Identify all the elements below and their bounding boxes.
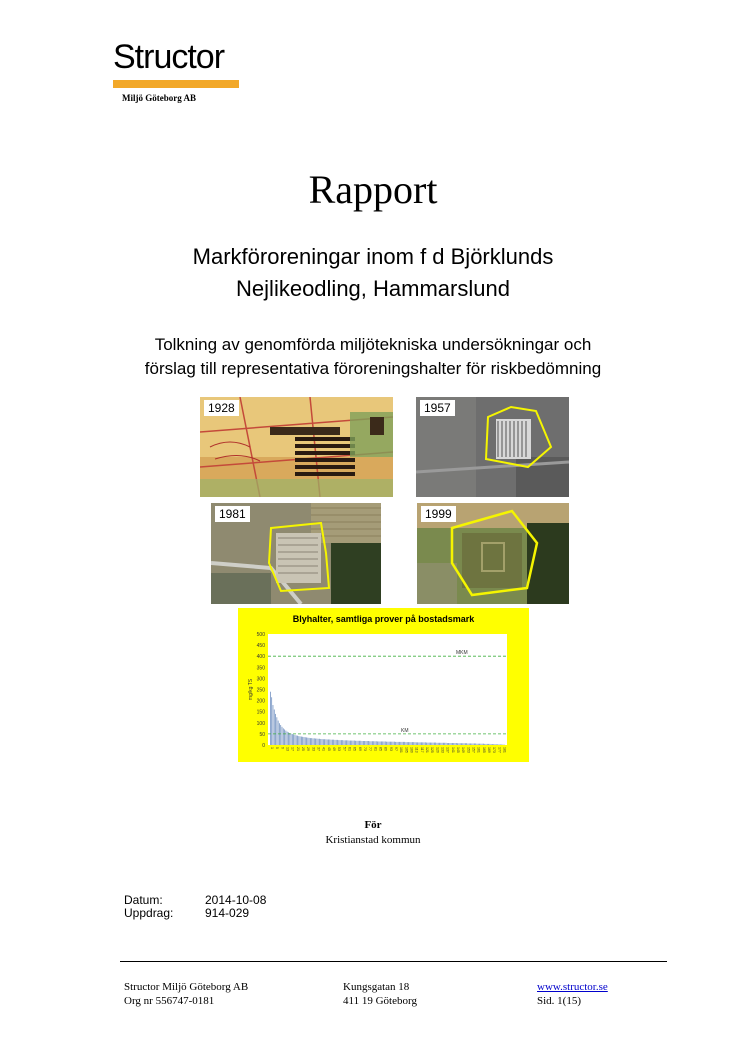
bar <box>298 736 299 745</box>
bar <box>366 741 367 745</box>
bar <box>469 743 470 745</box>
bar <box>422 742 423 745</box>
bar <box>437 743 438 745</box>
bar <box>354 741 355 745</box>
bar <box>362 741 363 745</box>
x-tick-label: 49 <box>331 747 336 751</box>
bar <box>345 740 346 745</box>
bar <box>425 742 426 745</box>
bar <box>337 740 338 745</box>
bar <box>466 743 467 745</box>
bar <box>404 742 405 745</box>
recipient-name: Kristianstad kommun <box>325 834 421 846</box>
bar <box>329 739 330 745</box>
y-tick-label: 300 <box>256 676 265 683</box>
plot-area <box>268 634 507 745</box>
bar <box>271 697 272 745</box>
bar <box>435 743 436 745</box>
bar <box>400 742 401 745</box>
bar <box>496 744 497 745</box>
footer-orgnr: Org nr 556747-0181 <box>124 995 215 1007</box>
x-tick-label: 77 <box>368 747 373 751</box>
bar <box>305 737 306 745</box>
bar <box>382 741 383 745</box>
bar <box>274 709 275 745</box>
footer-divider <box>120 961 667 962</box>
photo-1999 <box>417 503 569 604</box>
bar <box>359 741 360 745</box>
bar <box>360 741 361 745</box>
bar <box>301 737 302 745</box>
datum-value: 2014-10-08 <box>205 893 267 907</box>
photo-1981 <box>211 503 381 604</box>
bar <box>416 742 417 745</box>
bar <box>377 741 378 745</box>
bar <box>349 741 350 745</box>
x-tick-label: 105 <box>404 747 409 753</box>
subtitle-line-2: Nejlikeodling, Hammarslund <box>236 276 510 301</box>
x-tick-label: 85 <box>378 747 383 751</box>
x-tick-label: 13 <box>285 747 290 751</box>
bar <box>465 743 466 745</box>
bar <box>444 743 445 745</box>
lead-chart <box>238 608 529 762</box>
bar <box>453 743 454 745</box>
bar <box>452 743 453 745</box>
bar <box>451 743 452 745</box>
bar <box>389 742 390 745</box>
bar <box>448 743 449 745</box>
bar <box>335 740 336 745</box>
bar <box>495 744 496 745</box>
bar <box>456 743 457 745</box>
bar <box>438 743 439 745</box>
bar <box>484 744 485 745</box>
photo-year-label: 1957 <box>420 400 455 416</box>
bar <box>407 742 408 745</box>
bar <box>371 741 372 745</box>
bar <box>390 742 391 745</box>
bar <box>412 742 413 745</box>
bar <box>473 743 474 745</box>
x-tick-label: 97 <box>393 747 398 751</box>
bar <box>443 743 444 745</box>
bar <box>426 743 427 745</box>
x-tick-label: 9 <box>280 747 285 749</box>
x-tick-label: 117 <box>419 747 424 753</box>
x-tick-label: 89 <box>383 747 388 751</box>
y-tick-label: 450 <box>256 643 265 650</box>
bar <box>280 725 281 745</box>
bar <box>328 739 329 745</box>
bar <box>430 743 431 745</box>
bar <box>500 744 501 745</box>
bar <box>480 744 481 745</box>
y-tick-label: 250 <box>256 687 265 694</box>
bar <box>284 729 285 745</box>
bar <box>368 741 369 745</box>
bar <box>346 740 347 745</box>
bar <box>492 744 493 745</box>
bar <box>439 743 440 745</box>
bar <box>394 742 395 745</box>
photo-year-label: 1928 <box>204 400 239 416</box>
bar <box>367 741 368 745</box>
bar <box>384 741 385 745</box>
bar <box>327 739 328 745</box>
x-tick-label: 157 <box>471 747 476 753</box>
bar <box>332 740 333 745</box>
y-tick-label: 150 <box>256 709 265 716</box>
datum-label: Datum: <box>124 893 163 907</box>
bar <box>402 742 403 745</box>
x-tick-label: 145 <box>455 747 460 753</box>
bar <box>282 727 283 745</box>
bar <box>385 741 386 745</box>
bar <box>314 738 315 745</box>
bar <box>333 740 334 745</box>
bar <box>350 741 351 745</box>
bar <box>369 741 370 745</box>
bar <box>363 741 364 745</box>
bar <box>381 741 382 745</box>
photo-year-label: 1981 <box>215 506 250 522</box>
bar <box>276 717 277 745</box>
y-axis-label: mg/kg TS <box>248 678 254 701</box>
bar <box>273 705 274 745</box>
bar <box>440 743 441 745</box>
bar <box>486 744 487 745</box>
bar <box>378 741 379 745</box>
bar <box>449 743 450 745</box>
bar <box>391 742 392 745</box>
x-tick-label: 45 <box>326 747 331 751</box>
bar <box>319 739 320 745</box>
x-tick-label: 113 <box>414 747 419 753</box>
y-tick-label: 50 <box>259 731 265 738</box>
bar <box>355 741 356 745</box>
logo-wordmark: Structor <box>113 38 225 76</box>
bar <box>320 739 321 745</box>
bar <box>295 735 296 745</box>
bar <box>418 742 419 745</box>
bar <box>311 738 312 745</box>
bar <box>479 744 480 745</box>
x-tick-label: 41 <box>321 747 326 751</box>
bar <box>471 743 472 745</box>
bar <box>287 732 288 745</box>
bar <box>336 740 337 745</box>
bar <box>338 740 339 745</box>
bar <box>353 741 354 745</box>
bar <box>326 739 327 745</box>
description-line-2: förslag till representativa föroreningshalter för riskbedömning <box>144 359 602 378</box>
bar <box>322 739 323 745</box>
x-tick-label: 33 <box>311 747 316 751</box>
bar <box>380 741 381 745</box>
y-tick-label: 500 <box>256 632 265 638</box>
x-tick-label: 21 <box>295 747 300 751</box>
bar <box>331 740 332 745</box>
x-tick-label: 149 <box>461 747 466 753</box>
bar <box>483 744 484 745</box>
bar <box>497 744 498 745</box>
bar <box>406 742 407 745</box>
reference-line-label: MKM <box>456 650 468 657</box>
footer-city: 411 19 Göteborg <box>343 995 417 1007</box>
x-tick-label: 161 <box>476 747 481 753</box>
bar <box>397 742 398 745</box>
bar <box>278 721 279 745</box>
y-tick-label: 200 <box>256 698 265 705</box>
bar <box>420 742 421 745</box>
x-tick-label: 29 <box>306 747 311 751</box>
bar <box>442 743 443 745</box>
bar <box>307 738 308 745</box>
bar <box>395 742 396 745</box>
bar <box>358 741 359 745</box>
x-tick-label: 173 <box>492 747 497 753</box>
bar <box>347 740 348 745</box>
x-tick-label: 129 <box>435 747 440 753</box>
x-tick-label: 57 <box>342 747 347 751</box>
bar <box>398 742 399 745</box>
uppdrag-value: 914-029 <box>205 906 250 920</box>
uppdrag-label: Uppdrag: <box>124 906 174 920</box>
bar <box>323 739 324 745</box>
bar <box>342 740 343 745</box>
bar <box>386 742 387 745</box>
x-tick-label: 17 <box>290 747 295 751</box>
x-tick-label: 165 <box>481 747 486 753</box>
bar <box>470 743 471 745</box>
bar <box>424 742 425 745</box>
bar <box>300 736 301 745</box>
bar <box>409 742 410 745</box>
bar <box>499 744 500 745</box>
bar <box>376 741 377 745</box>
bar <box>275 714 276 745</box>
logo-underline-bar <box>113 80 239 88</box>
chart-title: Blyhalter, samtliga prover på bostadsmark <box>292 614 475 624</box>
bar <box>468 743 469 745</box>
x-tick-label: 177 <box>497 747 502 753</box>
y-tick-label: 400 <box>256 654 265 661</box>
bar <box>375 741 376 745</box>
bar <box>408 742 409 745</box>
x-tick-label: 61 <box>347 747 352 751</box>
photo-1957 <box>416 397 569 497</box>
bar <box>457 743 458 745</box>
bar <box>318 739 319 745</box>
x-tick-label: 65 <box>352 747 357 751</box>
bar <box>296 735 297 745</box>
bar <box>393 742 394 745</box>
bar <box>429 743 430 745</box>
x-tick-label: 5 <box>275 747 280 749</box>
x-tick-label: 181 <box>502 747 507 753</box>
bar <box>431 743 432 745</box>
bar <box>488 744 489 745</box>
photo-year-label: 1999 <box>421 506 456 522</box>
bar <box>293 735 294 745</box>
bar <box>482 744 483 745</box>
bar <box>304 737 305 745</box>
description-line-1: Tolkning av genomförda miljötekniska undersökningar och <box>154 335 592 354</box>
logo-subtitle: Miljö Göteborg AB <box>122 93 196 103</box>
x-tick-label: 93 <box>388 747 393 751</box>
x-tick-label: 137 <box>445 747 450 753</box>
x-tick-label: 37 <box>316 747 321 751</box>
bar <box>421 742 422 745</box>
bar <box>434 743 435 745</box>
bar <box>324 739 325 745</box>
bar <box>462 743 463 745</box>
bar <box>297 736 298 745</box>
bar <box>493 744 494 745</box>
bar <box>475 743 476 745</box>
bar <box>285 731 286 745</box>
chart-plot <box>238 608 529 762</box>
bar <box>313 738 314 745</box>
bar <box>433 743 434 745</box>
bar <box>411 742 412 745</box>
bar <box>388 742 389 745</box>
x-tick-label: 141 <box>450 747 455 753</box>
bar <box>455 743 456 745</box>
bar <box>446 743 447 745</box>
bar <box>357 741 358 745</box>
bar <box>341 740 342 745</box>
x-tick-label: 121 <box>424 747 429 753</box>
x-tick-label: 153 <box>466 747 471 753</box>
x-tick-label: 133 <box>440 747 445 753</box>
bar <box>415 742 416 745</box>
bar <box>490 744 491 745</box>
reference-line-label: KM <box>401 727 409 734</box>
bar <box>487 744 488 745</box>
bar <box>403 742 404 745</box>
x-tick-label: 25 <box>300 747 305 751</box>
bar <box>315 739 316 745</box>
bar <box>372 741 373 745</box>
footer-website-link[interactable]: www.structor.se <box>537 981 608 993</box>
x-tick-label: 1 <box>270 747 274 749</box>
report-title: Rapport <box>308 167 438 212</box>
bar <box>364 741 365 745</box>
x-tick-label: 101 <box>399 747 404 753</box>
x-tick-label: 169 <box>486 747 491 753</box>
x-tick-label: 109 <box>409 747 414 753</box>
x-tick-label: 53 <box>337 747 342 751</box>
photo-1928 <box>200 397 393 497</box>
bar <box>291 734 292 745</box>
bar <box>340 740 341 745</box>
footer-street: Kungsgatan 18 <box>343 981 410 993</box>
bar <box>417 742 418 745</box>
bar <box>478 744 479 745</box>
bar <box>373 741 374 745</box>
bar <box>309 738 310 745</box>
bar <box>270 692 271 745</box>
footer-page-number: Sid. 1(15) <box>537 995 581 1007</box>
bar <box>399 742 400 745</box>
bar <box>289 733 290 745</box>
bar <box>310 738 311 745</box>
bar <box>464 743 465 745</box>
bar <box>351 741 352 745</box>
footer-company: Structor Miljö Göteborg AB <box>124 981 249 993</box>
bar <box>428 743 429 745</box>
bar <box>283 728 284 745</box>
y-tick-label: 0 <box>262 743 265 749</box>
subtitle-line-1: Markföroreningar inom f d Björklunds <box>192 244 554 269</box>
bar <box>344 740 345 745</box>
bar <box>302 737 303 745</box>
bar <box>477 744 478 745</box>
bar <box>459 743 460 745</box>
bar <box>460 743 461 745</box>
bar <box>474 743 475 745</box>
bar <box>316 739 317 745</box>
x-tick-label: 69 <box>357 747 362 751</box>
bar <box>461 743 462 745</box>
y-tick-label: 100 <box>256 720 265 727</box>
bar <box>306 737 307 745</box>
bar <box>292 734 293 745</box>
bar <box>413 742 414 745</box>
recipient-label: För <box>364 819 382 831</box>
x-tick-label: 125 <box>430 747 435 753</box>
y-tick-label: 350 <box>256 665 265 672</box>
x-tick-label: 73 <box>362 747 367 751</box>
bar <box>491 744 492 745</box>
x-tick-label: 81 <box>373 747 378 751</box>
bar <box>447 743 448 745</box>
